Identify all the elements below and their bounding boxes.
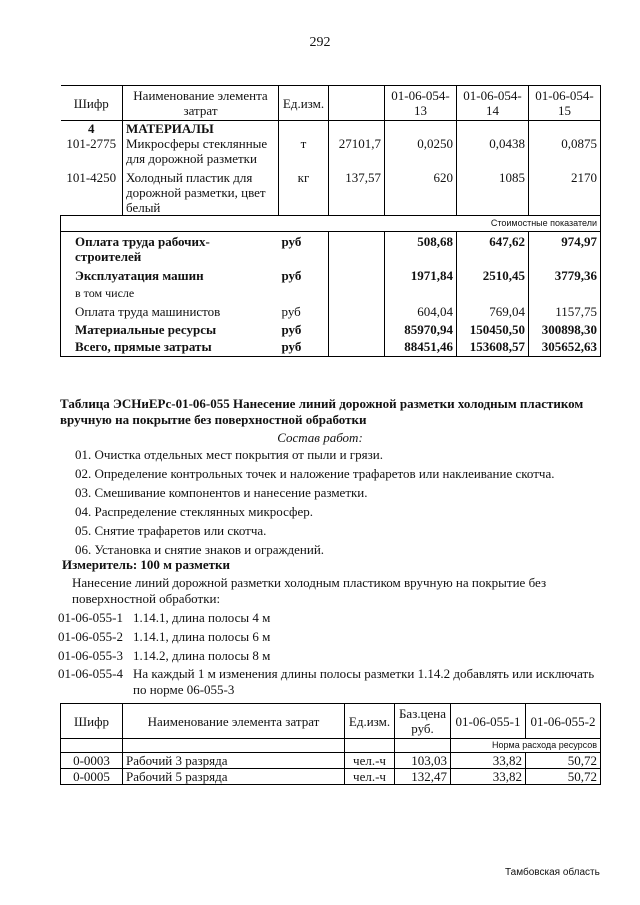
cost-row: [61, 264, 601, 283]
resource-value-1: 33,82: [451, 769, 526, 785]
table-header-row: [61, 704, 601, 739]
header-col-13: 01-06-054-13: [385, 86, 457, 121]
cost-row: [61, 232, 601, 265]
cost-name: Всего, прямые затраты: [61, 337, 279, 357]
resource-value-2: 50,72: [526, 753, 601, 769]
resource-code: 0-0003: [61, 753, 123, 769]
variant-item: [0, 666, 640, 700]
resource-name: Рабочий 5 разряда: [123, 769, 345, 785]
header-code: Шифр: [61, 86, 123, 121]
header-col-15: 01-06-054-15: [529, 86, 601, 121]
resource-price: 103,03: [395, 753, 451, 769]
cost-value-13: 508,68: [385, 232, 457, 265]
resource-unit: чел.-ч: [345, 753, 395, 769]
cost-value-13: 85970,94: [385, 319, 457, 337]
material-price: 137,57: [329, 166, 385, 216]
header-name: Наименование элемента затрат: [123, 86, 279, 121]
works-title: Состав работ:: [277, 430, 363, 445]
header-price: [329, 86, 385, 121]
resource-value-2: 50,72: [526, 769, 601, 785]
material-value-13: 0,0250: [385, 136, 457, 166]
resource-name: Рабочий 3 разряда: [123, 753, 345, 769]
resource-price: 132,47: [395, 769, 451, 785]
cost-value-15: 3779,36: [529, 264, 601, 283]
cost-unit: руб: [281, 322, 302, 337]
variant-item: [0, 648, 640, 666]
material-name: Холодный пластик для дорожной разметки, цвет белый: [123, 166, 279, 216]
cost-name: Материальные ресурсы: [61, 319, 279, 337]
cost-row: [61, 283, 601, 301]
table-row: [61, 769, 601, 785]
table-title: Таблица ЭСНиЕРс-01-06-055 Нанесение линий дорожной разметки холодным пластиком вручную на покрытие без поверхностной обработки: [60, 396, 584, 427]
cost-unit: руб: [281, 304, 301, 319]
cost-value-13: 1971,84: [385, 264, 457, 283]
cost-unit: руб: [279, 337, 329, 357]
resources-table-054: [60, 85, 601, 357]
work-item: 03. Смешивание компонентов и нанесение разметки.: [75, 485, 368, 500]
material-code: 101-4250: [61, 166, 123, 216]
footer-region: Тамбовская область: [505, 867, 600, 878]
resource-value-1: 33,82: [451, 753, 526, 769]
cost-value-14: 769,04: [457, 301, 529, 319]
resource-unit: чел.-ч: [345, 769, 395, 785]
cost-unit: руб: [281, 234, 302, 249]
work-item: 01. Очистка отдельных мест покрытия от пыли и грязи.: [75, 447, 383, 462]
cost-name: Эксплуатация машин: [61, 264, 279, 283]
header-unit: Ед.изм.: [345, 704, 395, 739]
header-col-14: 01-06-054-14: [457, 86, 529, 121]
material-unit: т: [279, 136, 329, 166]
cost-unit: руб: [281, 268, 302, 283]
material-row: [61, 136, 601, 166]
resource-code: 0-0005: [61, 769, 123, 785]
cost-name: Оплата труда машинистов: [61, 301, 279, 319]
cost-value-15: 974,97: [529, 232, 601, 265]
variant-item: [0, 610, 640, 628]
header-name: Наименование элемента затрат: [123, 704, 345, 739]
cost-name: в том числе: [61, 283, 279, 301]
variant-text: 1.14.2, длина полосы 8 м: [133, 648, 271, 663]
header-price: Баз.цена руб.: [395, 704, 451, 739]
work-item: 05. Снятие трафаретов или скотча.: [75, 523, 267, 538]
header-code: Шифр: [61, 704, 123, 739]
variant-item: [0, 629, 640, 647]
cost-header: Стоимостные показатели: [385, 216, 601, 232]
norm-header: Норма расхода ресурсов: [451, 739, 601, 753]
resources-table-055: [60, 703, 601, 785]
header-col-2: 01-06-055-2: [526, 704, 601, 739]
variant-code: 01-06-055-3: [58, 648, 123, 663]
variant-code: 01-06-055-2: [58, 629, 123, 644]
cost-header-row: [61, 216, 601, 232]
material-price: 27101,7: [329, 136, 385, 166]
norm-header-row: [61, 739, 601, 753]
variant-text: 1.14.1, длина полосы 4 м: [133, 610, 271, 625]
variant-text: 1.14.1, длина полосы 6 м: [133, 629, 271, 644]
cost-value-13: 88451,46: [385, 337, 457, 357]
cost-value-15: 300898,30: [529, 319, 601, 337]
work-item: 04. Распределение стеклянных микросфер.: [75, 504, 313, 519]
cost-row: [61, 319, 601, 337]
material-unit: кг: [279, 166, 329, 216]
header-col-1: 01-06-055-1: [451, 704, 526, 739]
header-unit: Ед.изм.: [279, 86, 329, 121]
material-value-14: 0,0438: [457, 136, 529, 166]
section-row: [61, 121, 601, 137]
table-header-row: [61, 86, 601, 121]
cost-value-14: 150450,50: [457, 319, 529, 337]
cost-value-14: 2510,45: [457, 264, 529, 283]
section-title: МАТЕРИАЛЫ: [123, 121, 279, 137]
cost-row: [61, 301, 601, 319]
variant-text: На каждый 1 м изменения длины полосы разметки 1.14.2 добавлять или исключать по норме 06-055-3: [133, 666, 595, 697]
variant-code: 01-06-055-1: [58, 610, 123, 625]
page-number: 292: [309, 35, 331, 50]
cost-value-13: 604,04: [385, 301, 457, 319]
table-row: [61, 753, 601, 769]
material-value-14: 1085: [457, 166, 529, 216]
material-value-13: 620: [385, 166, 457, 216]
cost-row: [61, 337, 601, 357]
cost-name: Оплата труда рабочих-строителей: [61, 232, 279, 265]
material-code: 101-2775: [66, 136, 117, 151]
cost-value-14: 647,62: [457, 232, 529, 265]
section-number: 4: [88, 121, 95, 136]
material-name: Микросферы стеклянные для дорожной разметки: [123, 136, 279, 166]
cost-value-14: 153608,57: [457, 337, 529, 357]
material-row: [61, 166, 601, 216]
cost-value-15: 305652,63: [529, 337, 601, 357]
work-item: 06. Установка и снятие знаков и ограждений.: [75, 542, 325, 557]
material-value-15: 0,0875: [529, 136, 601, 166]
work-item: 02. Определение контрольных точек и наложение трафаретов или наклеивание скотча.: [75, 466, 555, 481]
cost-value-15: 1157,75: [529, 301, 601, 319]
measurer: Измеритель: 100 м разметки: [62, 557, 231, 572]
material-value-15: 2170: [529, 166, 601, 216]
variant-code: 01-06-055-4: [58, 666, 123, 681]
description: Нанесение линий дорожной разметки холодным пластиком вручную на покрытие без поверхностной обработки:: [72, 575, 547, 606]
